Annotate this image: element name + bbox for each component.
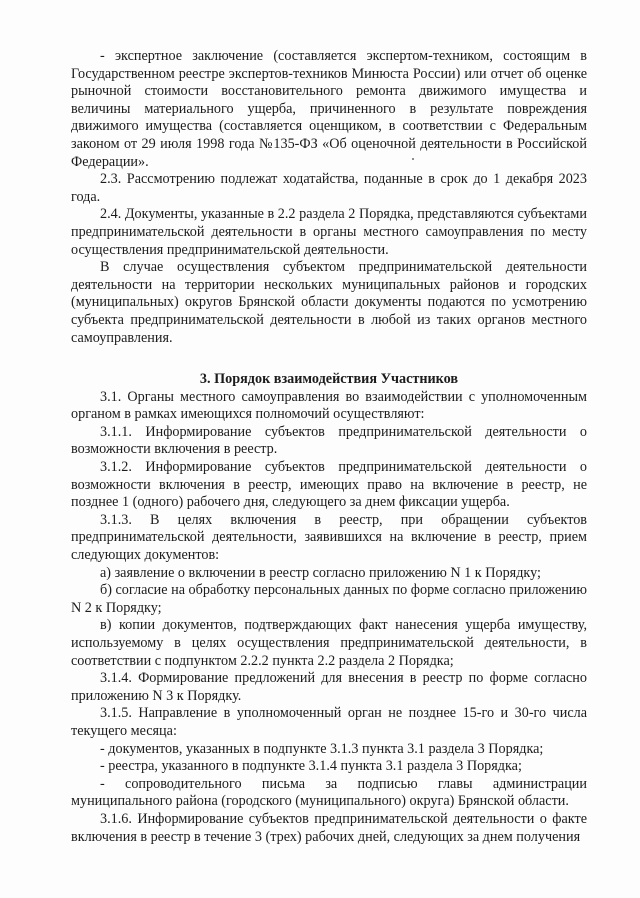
scan-speck: [412, 158, 414, 160]
list-item-b: б) согласие на обработку персональных данных по форме согласно приложению N 2 к Порядку;: [71, 582, 587, 616]
list-item-v: в) копии документов, подтверждающих факт нанесения ущерба имуществу, используемому в целях осуществления предпринимательской деятельности, в соответствии с подпунктом 2.2.2 пункта 2.2 раздела 2 Порядка;: [71, 617, 587, 669]
document-body: [71, 48, 587, 846]
paragraph-3-1-2: 3.1.2. Информирование субъектов предпринимательской деятельности о возможности включения в реестр, имеющих право на включение в реестр, не позднее 1 (одного) рабочего дня, следующего за днем фиксации ущерба.: [71, 459, 587, 511]
paragraph-3-1-5: 3.1.5. Направление в уполномоченный орган не позднее 15-го и 30-го числа текущего месяца:: [71, 705, 587, 739]
paragraph-2-3: 2.3. Рассмотрению подлежат ходатайства, поданные в срок до 1 декабря 2023 года.: [71, 171, 587, 205]
paragraph-3-1: 3.1. Органы местного самоуправления во взаимодействии с уполномоченным органом в рамках имеющихся полномочий осуществляют:: [71, 388, 587, 423]
paragraph-expert-conclusion: - экспертное заключение (составляется экспертом-техником, состоящим в Государственном реестре экспертов-техников Минюста России) или отчет об оценке рыночной стоимости восстановительного ремонта движимого имущества и величины материального ущерба, причиненного в результате повреждения движимого имущества (составляется оценщиком, в соответствии с Федеральным законом от 29 июля 1998 года №135-ФЗ «Об оценочной деятельности в Российской Федерации».: [71, 48, 587, 170]
paragraph-3-1-6: 3.1.6. Информирование субъектов предпринимательской деятельности о факте включения в реестр в течение 3 (трех) рабочих дней, следующих за днем получения: [71, 810, 587, 845]
paragraph-3-1-3: 3.1.3. В целях включения в реестр, при обращении субъектов предпринимательской деятельности, заявившихся на включение в реестр, прием следующих документов:: [71, 511, 587, 564]
paragraph-3-1-4: 3.1.4. Формирование предложений для внесения в реестр по форме согласно приложению N 3 к Порядку.: [71, 670, 587, 704]
section-spacer: [71, 347, 587, 365]
list-item-cover-letter: - сопроводительного письма за подписью главы администрации муниципального района (городского (муниципального) округа) Брянской области.: [71, 775, 587, 810]
list-item-a: а) заявление о включении в реестр согласно приложению N 1 к Порядку;: [100, 564, 541, 581]
paragraph-2-4: 2.4. Документы, указанные в 2.2 раздела 2 Порядка, представляются субъектами предпринимательской деятельности в органы местного самоуправления по месту осуществления предпринимательской деятельности.: [71, 206, 587, 258]
list-item-documents: - документов, указанных в подпункте 3.1.3 пункта 3.1 раздела 3 Порядка;: [100, 740, 544, 757]
paragraph-multiple-territories: В случае осуществления субъектом предпринимательской деятельности деятельности на территории нескольких муниципальных районов и городских (муниципальных) округов Брянской области документы подаются по усмотрению субъекта предпринимательской деятельности в любой из таких органов местного самоуправления.: [71, 259, 587, 346]
paragraph-3-1-1: 3.1.1. Информирование субъектов предпринимательской деятельности о возможности включения в реестр.: [71, 423, 587, 458]
section-3-heading: 3. Порядок взаимодействия Участников: [199, 371, 459, 388]
list-item-registry: - реестра, указанного в подпункте 3.1.4 пункта 3.1 раздела 3 Порядка;: [100, 758, 522, 775]
